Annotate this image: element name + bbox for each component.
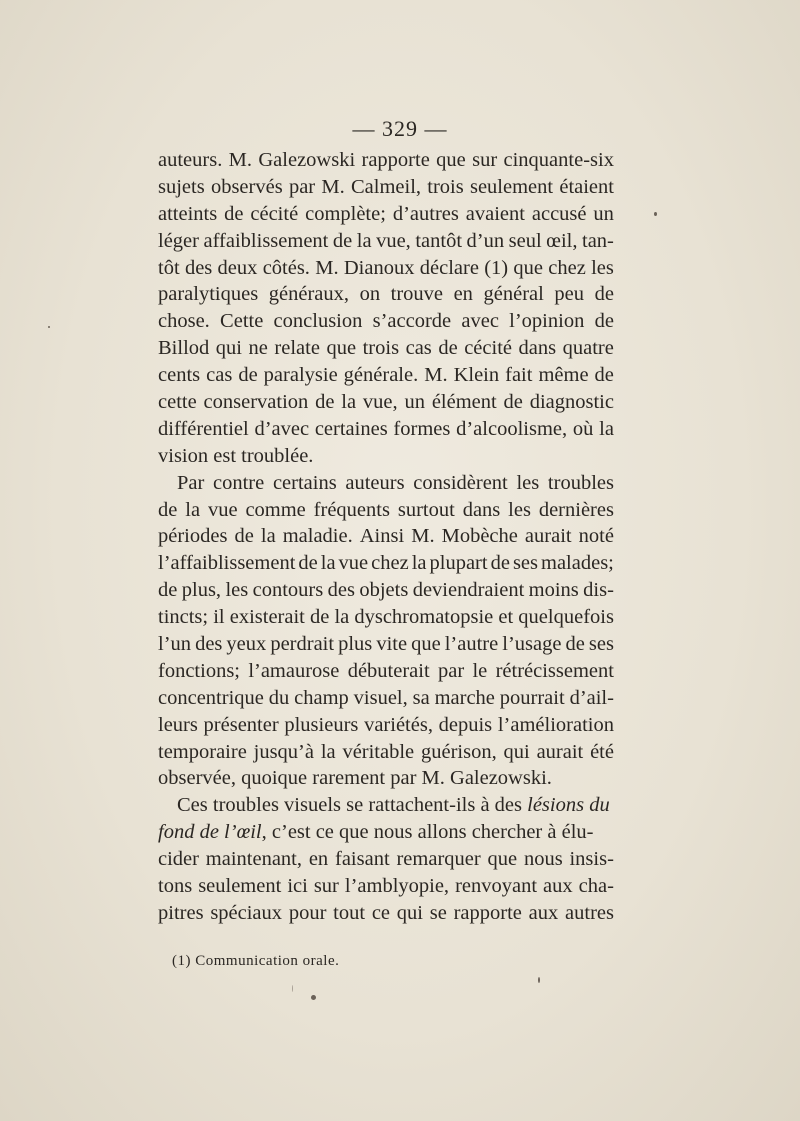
word: conclusion xyxy=(273,310,363,333)
word: de xyxy=(438,337,458,360)
word: plusieurs xyxy=(284,713,359,736)
word: rapporte xyxy=(361,149,430,171)
word: d’ail- xyxy=(569,686,614,709)
text-line-20 xyxy=(158,658,614,685)
word: spéciaux xyxy=(210,901,283,924)
word: depuis xyxy=(438,713,493,736)
word: léger xyxy=(158,229,199,252)
word: cas xyxy=(206,364,233,387)
word: tôt xyxy=(158,256,180,279)
paper-speck xyxy=(654,212,657,216)
word: peu xyxy=(554,283,584,306)
word: cinquante-six xyxy=(503,149,614,171)
text-line-5 xyxy=(158,255,614,282)
word: objets xyxy=(359,579,409,602)
text-line-2 xyxy=(158,174,614,201)
word: la xyxy=(411,552,427,575)
word: M. xyxy=(424,364,448,387)
word: l’opinion xyxy=(509,310,585,333)
word: la xyxy=(599,417,614,440)
word: tons xyxy=(158,875,193,898)
text-line-12: vision est troublée. xyxy=(158,444,314,467)
word: malades; xyxy=(541,552,614,575)
word: vite xyxy=(376,633,408,656)
text-line-13 xyxy=(158,470,614,497)
word: où xyxy=(572,417,594,440)
word: on xyxy=(359,283,381,306)
word: Galezowski xyxy=(258,149,356,171)
text-line-7 xyxy=(158,308,614,335)
word: s’accorde xyxy=(372,310,452,333)
word: sur xyxy=(313,875,339,898)
word: différentiel xyxy=(158,417,249,440)
word: les xyxy=(508,498,531,521)
word: paralytiques xyxy=(158,283,259,306)
word: les xyxy=(225,579,249,602)
word: des xyxy=(184,256,213,279)
text-line-18 xyxy=(158,604,614,631)
text-line-19 xyxy=(158,631,614,658)
word: l’affaiblissement xyxy=(158,552,296,575)
word: général xyxy=(483,283,544,306)
word: l’amblyopie, xyxy=(344,875,450,898)
word: cas xyxy=(405,337,432,360)
word: champ xyxy=(294,686,349,709)
word: seulement xyxy=(469,175,554,198)
word: par xyxy=(288,175,316,198)
word: ce xyxy=(371,901,391,924)
word: aux xyxy=(543,875,573,898)
word: variétés, xyxy=(364,713,433,736)
word: observés xyxy=(210,175,283,198)
word: d’avec xyxy=(254,417,310,440)
text-line-1 xyxy=(158,147,614,174)
text-line-16 xyxy=(158,550,614,577)
word: pour xyxy=(288,901,327,924)
word: Billod xyxy=(158,337,210,360)
word: avaient xyxy=(465,202,525,225)
word: l’autre xyxy=(444,633,499,656)
text-line-23 xyxy=(158,739,614,766)
word: fréquents xyxy=(313,498,390,521)
word: contre xyxy=(213,471,265,494)
word: générale. xyxy=(343,364,419,387)
word: Ainsi xyxy=(359,525,405,548)
word: dyschromatopsie xyxy=(354,606,494,629)
word: de xyxy=(315,391,335,414)
word: fait xyxy=(505,364,533,387)
word: maintenant, xyxy=(205,848,303,871)
word: auteurs xyxy=(345,471,405,494)
word: sujets xyxy=(158,175,205,198)
word: relate xyxy=(274,337,320,360)
word: qui xyxy=(215,337,242,360)
word: quelquefois xyxy=(518,606,614,629)
word: atteints xyxy=(158,202,218,225)
word: concentrique xyxy=(158,686,264,709)
word: sa xyxy=(412,686,430,709)
word: de xyxy=(503,391,523,414)
word: cette xyxy=(158,391,197,414)
word: vue xyxy=(207,498,238,521)
word: Cette xyxy=(220,310,264,333)
word: deux xyxy=(217,256,258,279)
word: de xyxy=(238,364,258,387)
word: été xyxy=(590,740,614,763)
word: seul xyxy=(508,229,542,252)
word: pourrait xyxy=(499,686,565,709)
paper-speck xyxy=(292,985,293,992)
word: la xyxy=(185,498,201,521)
word: leurs xyxy=(158,713,198,736)
word: cécité xyxy=(250,202,299,225)
italic-phrase: fond de l’œil xyxy=(158,821,262,844)
word: Calmeil, xyxy=(350,175,422,198)
word: d’autres xyxy=(392,202,459,225)
word: insis- xyxy=(569,848,614,871)
text-line-26: fond de l’œil, c’est ce que nous allons chercher à élu- xyxy=(158,821,594,844)
word: M. xyxy=(315,256,339,279)
text-line-10 xyxy=(158,389,614,416)
text-line-27 xyxy=(158,846,614,873)
word: de xyxy=(298,552,318,575)
word: débuterait xyxy=(347,659,430,682)
word: de xyxy=(594,310,614,333)
page-number: — 329 — xyxy=(352,116,448,141)
text-line-8 xyxy=(158,335,614,362)
word: ses xyxy=(512,552,538,575)
text-line-15 xyxy=(158,523,614,550)
text-line-4 xyxy=(158,228,614,255)
paper-speck xyxy=(311,995,316,1000)
word: troubles xyxy=(547,471,614,494)
word: qui xyxy=(396,901,423,924)
word: surtout xyxy=(397,498,455,521)
word: aurait xyxy=(524,525,572,548)
word: présenter xyxy=(203,713,279,736)
word: cents xyxy=(158,364,201,387)
text-line-29 xyxy=(158,900,614,927)
word: dernières xyxy=(538,498,614,521)
footnote: (1) Communication orale. xyxy=(172,953,340,969)
word: en xyxy=(308,848,329,871)
word: œil, xyxy=(546,229,578,252)
word: accusé xyxy=(531,202,587,225)
text-line-28 xyxy=(158,873,614,900)
word: du xyxy=(268,686,290,709)
text-line-24: observée, quoique rarement par M. Galezowski. xyxy=(158,767,552,790)
word: marche xyxy=(434,686,495,709)
word: chez xyxy=(371,552,409,575)
word: aurait xyxy=(536,740,584,763)
word: temporaire xyxy=(158,740,247,763)
word: périodes xyxy=(158,525,228,548)
word: diagnostic xyxy=(529,391,614,414)
word: jusqu’à xyxy=(253,740,314,763)
word: fonctions; xyxy=(158,659,240,682)
word: que xyxy=(411,633,441,656)
word: yeux xyxy=(226,633,267,656)
word: maladie. xyxy=(282,525,353,548)
text-line-9 xyxy=(158,362,614,389)
word: quatre xyxy=(562,337,614,360)
word: vue, xyxy=(362,391,398,414)
word: l’un xyxy=(158,633,192,656)
word: dans xyxy=(462,498,501,521)
word: la xyxy=(260,525,276,548)
word: et xyxy=(498,606,514,629)
word: guérison, xyxy=(420,740,497,763)
word: deviendraient xyxy=(412,579,525,602)
text-line-6 xyxy=(158,281,614,308)
word: véritable xyxy=(342,740,415,763)
word: sur xyxy=(472,149,498,171)
word: Dianoux xyxy=(343,256,415,279)
word: autres xyxy=(565,901,614,924)
word: de xyxy=(490,552,510,575)
word: tan- xyxy=(582,229,614,252)
word: tincts; xyxy=(158,606,209,629)
word: de xyxy=(594,283,614,306)
word: auteurs. xyxy=(158,149,223,171)
word: conservation xyxy=(203,391,309,414)
word: M. xyxy=(228,149,253,171)
word: Par xyxy=(177,471,205,494)
word: de xyxy=(332,229,353,252)
word: la xyxy=(341,391,357,414)
word: pitres xyxy=(158,901,204,924)
word: cha- xyxy=(578,875,614,898)
word: considèrent xyxy=(413,471,508,494)
word: dans xyxy=(518,337,557,360)
word: de xyxy=(158,579,178,602)
word: la xyxy=(320,740,336,763)
word: les xyxy=(516,471,540,494)
word: la xyxy=(320,552,336,575)
text-line-14 xyxy=(158,497,614,524)
word: visuel, xyxy=(353,686,408,709)
paper-speck xyxy=(48,326,50,328)
word: de xyxy=(234,525,254,548)
word: rétrécissement xyxy=(495,659,614,682)
word: aux xyxy=(528,901,559,924)
word: un xyxy=(593,202,614,225)
word: que xyxy=(436,149,466,171)
word: la xyxy=(334,606,350,629)
word: de xyxy=(158,498,178,521)
word: contours xyxy=(252,579,324,602)
text-line-17 xyxy=(158,577,614,604)
word: tout xyxy=(333,901,366,924)
word: tantôt xyxy=(415,229,463,252)
word: que xyxy=(487,848,518,871)
word: même xyxy=(538,364,589,387)
word: noté xyxy=(578,525,614,548)
word: cécité xyxy=(464,337,512,360)
word: ne xyxy=(248,337,268,360)
word: se xyxy=(429,901,447,924)
word: trois xyxy=(427,175,464,198)
word: vue, xyxy=(376,229,411,252)
word: étaient xyxy=(559,175,614,198)
word: moins xyxy=(528,579,579,602)
word: l’amélioration xyxy=(497,713,614,736)
word: remarquer xyxy=(396,848,481,871)
word: formes xyxy=(393,417,451,440)
word: nous xyxy=(523,848,563,871)
word: complète; xyxy=(305,202,386,225)
word: en xyxy=(453,283,473,306)
word: trois xyxy=(362,337,400,360)
word: la xyxy=(356,229,372,252)
word: l’amaurose xyxy=(248,659,340,682)
word: M. xyxy=(411,525,435,548)
word: l’usage xyxy=(502,633,562,656)
word: Mobèche xyxy=(441,525,518,548)
word: paralysie xyxy=(263,364,338,387)
word: il xyxy=(213,606,225,629)
word: qui xyxy=(503,740,530,763)
word: côtés. xyxy=(262,256,310,279)
word: certains xyxy=(272,471,337,494)
word: d’alcoolisme, xyxy=(456,417,568,440)
word: cider xyxy=(158,848,199,871)
word: plus, xyxy=(181,579,222,602)
word: de xyxy=(594,364,614,387)
word: ses xyxy=(588,633,614,656)
word: Klein xyxy=(453,364,500,387)
word: existerait xyxy=(229,606,305,629)
word: que xyxy=(513,256,543,279)
word: rapporte xyxy=(453,901,522,924)
word: certaines xyxy=(314,417,388,440)
word: chose. xyxy=(158,310,210,333)
word: généraux, xyxy=(268,283,350,306)
word: plupart xyxy=(429,552,488,575)
word: faisant xyxy=(335,848,390,871)
text-line-25: Ces troubles visuels se rattachent-ils à des lésions du xyxy=(177,794,610,817)
text-line-21 xyxy=(158,685,614,712)
word: seulement xyxy=(198,875,282,898)
text-line-22 xyxy=(158,712,614,739)
word: plus xyxy=(338,633,373,656)
word: d’un xyxy=(466,229,505,252)
word: des xyxy=(327,579,355,602)
paper-speck xyxy=(538,977,540,983)
word: M. xyxy=(321,175,345,198)
word: des xyxy=(195,633,223,656)
italic-phrase: lésions du xyxy=(527,794,610,817)
word: affaiblissement xyxy=(203,229,329,252)
body-text xyxy=(158,147,614,927)
word: ici xyxy=(287,875,308,898)
word: comme xyxy=(245,498,306,521)
word: les xyxy=(591,256,614,279)
word: avec xyxy=(461,310,499,333)
word: renvoyant xyxy=(455,875,538,898)
word: un xyxy=(404,391,425,414)
word: perdrait xyxy=(270,633,335,656)
word: (1) xyxy=(484,256,509,279)
word: vue xyxy=(338,552,369,575)
word: dis- xyxy=(583,579,614,602)
word: élément xyxy=(431,391,497,414)
word: que xyxy=(326,337,357,360)
text-line-11 xyxy=(158,416,614,443)
word: trouve xyxy=(390,283,444,306)
word: le xyxy=(472,659,488,682)
word: déclare xyxy=(419,256,479,279)
word: chez xyxy=(548,256,586,279)
word: de xyxy=(224,202,244,225)
word: de xyxy=(565,633,585,656)
word: de xyxy=(309,606,330,629)
text-line-3 xyxy=(158,201,614,228)
word: par xyxy=(437,659,465,682)
